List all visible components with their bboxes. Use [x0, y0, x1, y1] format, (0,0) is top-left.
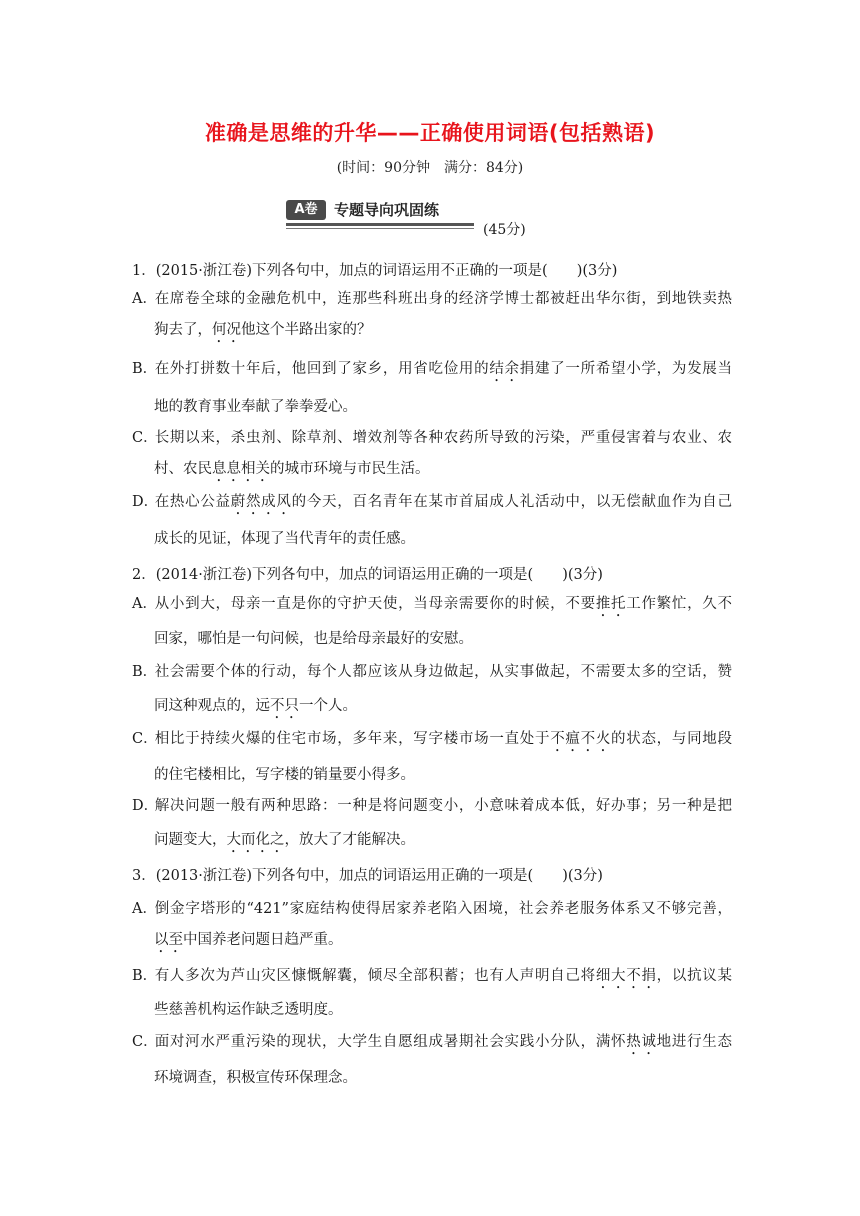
option-label: C．: [132, 731, 158, 747]
option-text: 在席卷全球的金融危机中，连那些科班出身的经济学博士都被赶出华尔街，到地铁卖热: [154, 291, 732, 307]
option-text: 在外打拼数十年后，他回到了家乡，用省吃俭用的: [154, 361, 490, 377]
dotted-word: 不瘟不火: [550, 731, 612, 747]
option-text: 问题变大，: [154, 832, 227, 848]
time-and-score-info: (时间：90分钟 满分：84分): [336, 160, 524, 176]
option-text: 社会需要个体的行动，每个人都应该从身边做起，从实事做起，不需要太多的空话，赞: [154, 664, 732, 680]
question-2-option-d: [132, 796, 732, 850]
section-score: (45分): [483, 222, 526, 238]
option-text: 回家，哪怕是一句问候，也是给母亲最好的安慰。: [154, 631, 473, 647]
option-label: D．: [132, 798, 159, 814]
option-label: D．: [132, 494, 159, 510]
question-2-option-b: [132, 662, 732, 716]
option-text: ，放大了才能解决。: [284, 832, 415, 848]
section-rule-thin: [286, 228, 474, 229]
page-title: 准确是思维的升华——正确使用词语(包括熟语): [204, 121, 656, 145]
question-3-stem: 3．(2013·浙江卷)下列各句中，加点的词语运用正确的一项是( )(3分): [132, 868, 603, 884]
dotted-word: 息息相关: [212, 461, 270, 477]
option-label: A．: [132, 901, 157, 917]
option-text: 一个人。: [299, 698, 357, 714]
dotted-word: 细大不捐: [595, 968, 657, 984]
option-label: C．: [132, 1034, 158, 1050]
question-3-option-c: [132, 1032, 732, 1088]
option-text: 相比于持续火爆的住宅市场，多年来，写字楼市场一直处于: [154, 731, 551, 747]
option-text: 从小到大，母亲一直是你的守护天使，当母亲需要你的时候，不要: [154, 596, 596, 612]
section-rule: [286, 223, 474, 226]
question-2-stem: 2．(2014·浙江卷)下列各句中，加点的词语运用正确的一项是( )(3分): [132, 567, 603, 583]
option-text: 工作繁忙，久不: [626, 596, 733, 612]
option-text: 捐建了一所希望小学，为发展当: [519, 361, 733, 377]
option-label: A．: [132, 291, 157, 307]
question-2-option-c: [132, 729, 732, 785]
option-label: B．: [132, 968, 158, 984]
option-text: 地进行生态: [656, 1034, 732, 1050]
option-label: B．: [132, 361, 158, 377]
dotted-word: 以至: [154, 932, 183, 948]
option-text: 的状态，与同地段: [611, 731, 733, 747]
section-badge: A卷: [286, 200, 326, 220]
question-1-option-b: [132, 359, 732, 417]
option-text: 环境调查，积极宣传环保理念。: [154, 1070, 357, 1086]
dotted-word: 结余: [489, 361, 520, 377]
question-1-option-d: [132, 492, 732, 549]
section-title: 专题导向巩固练: [334, 201, 440, 219]
option-text: 的今天，百名青年在某市首届成人礼活动中，以无偿献血作为自己: [291, 494, 733, 510]
option-text: 的城市环境与市民生活。: [270, 461, 430, 477]
option-text: 村、农民: [154, 461, 212, 477]
option-text: 的住宅楼相比，写字楼的销量要小得多。: [154, 767, 415, 783]
option-text: 同这种观点的，远: [154, 698, 270, 714]
section-banner: [286, 200, 516, 230]
question-3-option-a: [132, 899, 732, 950]
option-text: 他这个半路出家的？: [241, 322, 372, 338]
option-text: 在热心公益: [154, 494, 231, 510]
dotted-word: 蔚然成风: [230, 494, 292, 510]
option-text: 有人多次为芦山灾区慷慨解囊，倾尽全部积蓄；也有人声明自己将: [154, 968, 596, 984]
option-text: 倒金字塔形的“421”家庭结构使得居家养老陷入困境，社会养老服务体系又不够完善，: [154, 901, 732, 917]
option-label: C．: [132, 430, 158, 446]
option-label: B．: [132, 664, 158, 680]
dotted-word: 不只: [270, 698, 299, 714]
dotted-word: 大而化之: [226, 832, 285, 848]
option-text: 成长的见证，体现了当代青年的责任感。: [154, 531, 415, 547]
dotted-word: 热诚: [626, 1034, 657, 1050]
question-3-option-b: [132, 966, 732, 1020]
question-1-stem: 1．(2015·浙江卷)下列各句中，加点的词语运用不正确的一项是( )(3分): [132, 263, 618, 279]
option-text: ，以抗议某: [656, 968, 733, 984]
option-text: 解决问题一般有两种思路：一种是将问题变小，小意味着成本低，好办事；另一种是把: [154, 798, 732, 814]
option-text: 中国养老问题日趋严重。: [183, 932, 343, 948]
dotted-word: 推托: [595, 596, 627, 612]
option-text: 地的教育事业奉献了拳拳爱心。: [154, 399, 357, 415]
option-text: 面对河水严重污染的现状，大学生自愿组成暑期社会实践小分队，满怀: [154, 1034, 627, 1050]
option-text: 长期以来，杀虫剂、除草剂、增效剂等各种农药所导致的污染，严重侵害着与农业、农: [154, 430, 732, 446]
question-1-option-a: [132, 289, 732, 340]
option-label: A．: [132, 596, 157, 612]
question-2-option-a: [132, 594, 732, 649]
question-1-option-c: [132, 428, 732, 479]
option-text: 狗去了，: [154, 322, 212, 338]
option-text: 些慈善机构运作缺乏透明度。: [154, 1002, 343, 1018]
dotted-word: 何况: [212, 322, 241, 338]
